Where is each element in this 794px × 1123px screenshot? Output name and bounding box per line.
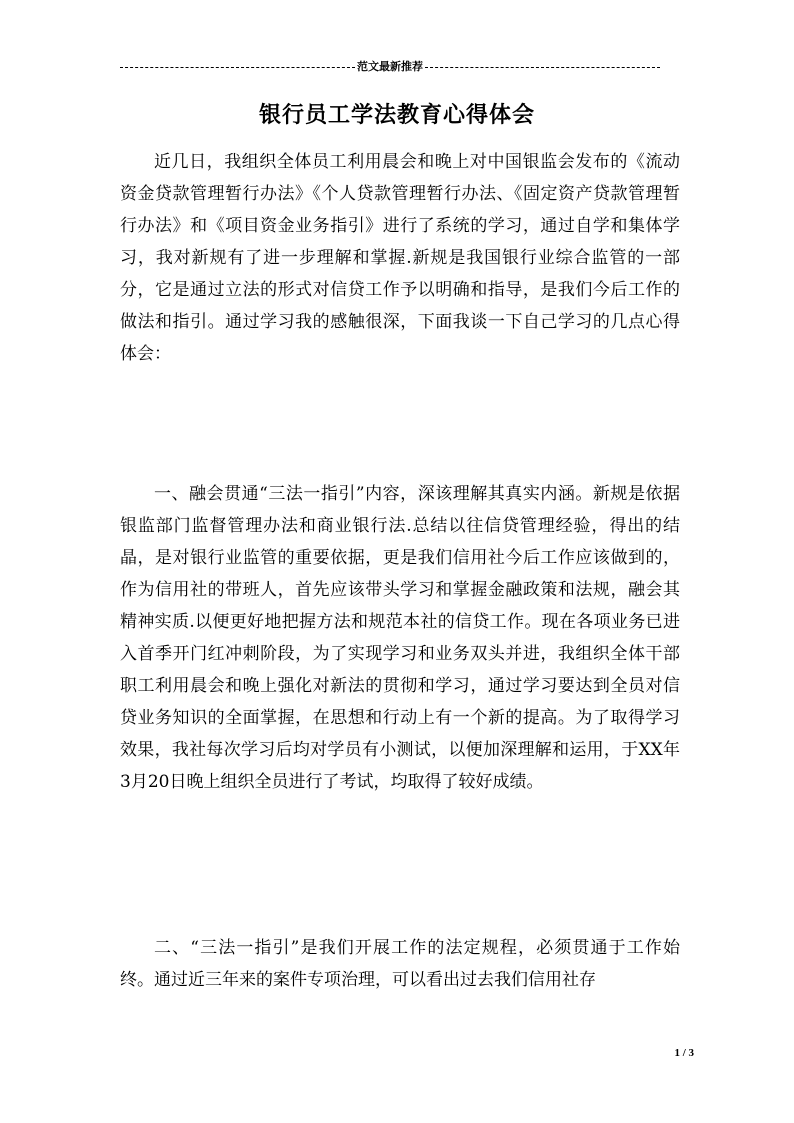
paragraph-text: 二、“三法一指引”是我们开展工作的法定规程，必须贯通于工作始终。通过近三年来的案件专项治理，可以看出过去我们信用社存 [120,938,680,990]
paragraph-point-one [120,478,680,798]
paragraph-text: 一、融会贯通“三法一指引”内容，深该理解其真实内涵。新规是依据银监部门监督管理办法和商业银行法.总结以往信贷管理经验，得出的结晶，是对银行业监管的重要依据，更是我们信用社今后工作应该做到的，作为信用社的带班人，首先应该带头学习和掌握金融政策和法规，融会其精神实质.以便更好地把握方法和规范本社的信贷工作。现在各项业务已进入首季开门红冲刺阶段，为了实现学习和业务双头并进，我组织全体干部职工利用晨会和晚上强化对新法的贯彻和学习，通过学习要达到全员对信贷业务知识的全面掌握，在思想和行动上有一个新的提高。为了取得学习效果，我社每次学习后均对学员有小测试，以便加深理解和运用，于XX年3月20日晚上组织全员进行了考试，均取得了较好成绩。 [120,484,680,792]
paragraph-intro [120,146,680,370]
header-dashed-line-left [120,67,355,68]
header-label: 范文最新推荐 [357,60,423,73]
page-number: 1 / 3 [674,1047,694,1059]
paragraph-point-two [120,932,680,996]
header-banner [120,60,660,74]
document-title: 银行员工学法教育心得体会 [258,102,535,128]
paragraph-text: 近几日，我组织全体员工利用晨会和晚上对中国银监会发布的《流动资金贷款管理暂行办法》《个人贷款管理暂行办法、《固定资产贷款管理暂行办法》和《项目资金业务指引》进行了系统的学习，通过自学和集体学习，我对新规有了进一步理解和掌握.新规是我国银行业综合监管的一部分，它是通过立法的形式对信贷工作予以明确和指导，是我们今后工作的做法和指引。通过学习我的感触很深，下面我谈一下自己学习的几点心得体会： [120,152,680,364]
header-dashed-line-right [425,67,660,68]
